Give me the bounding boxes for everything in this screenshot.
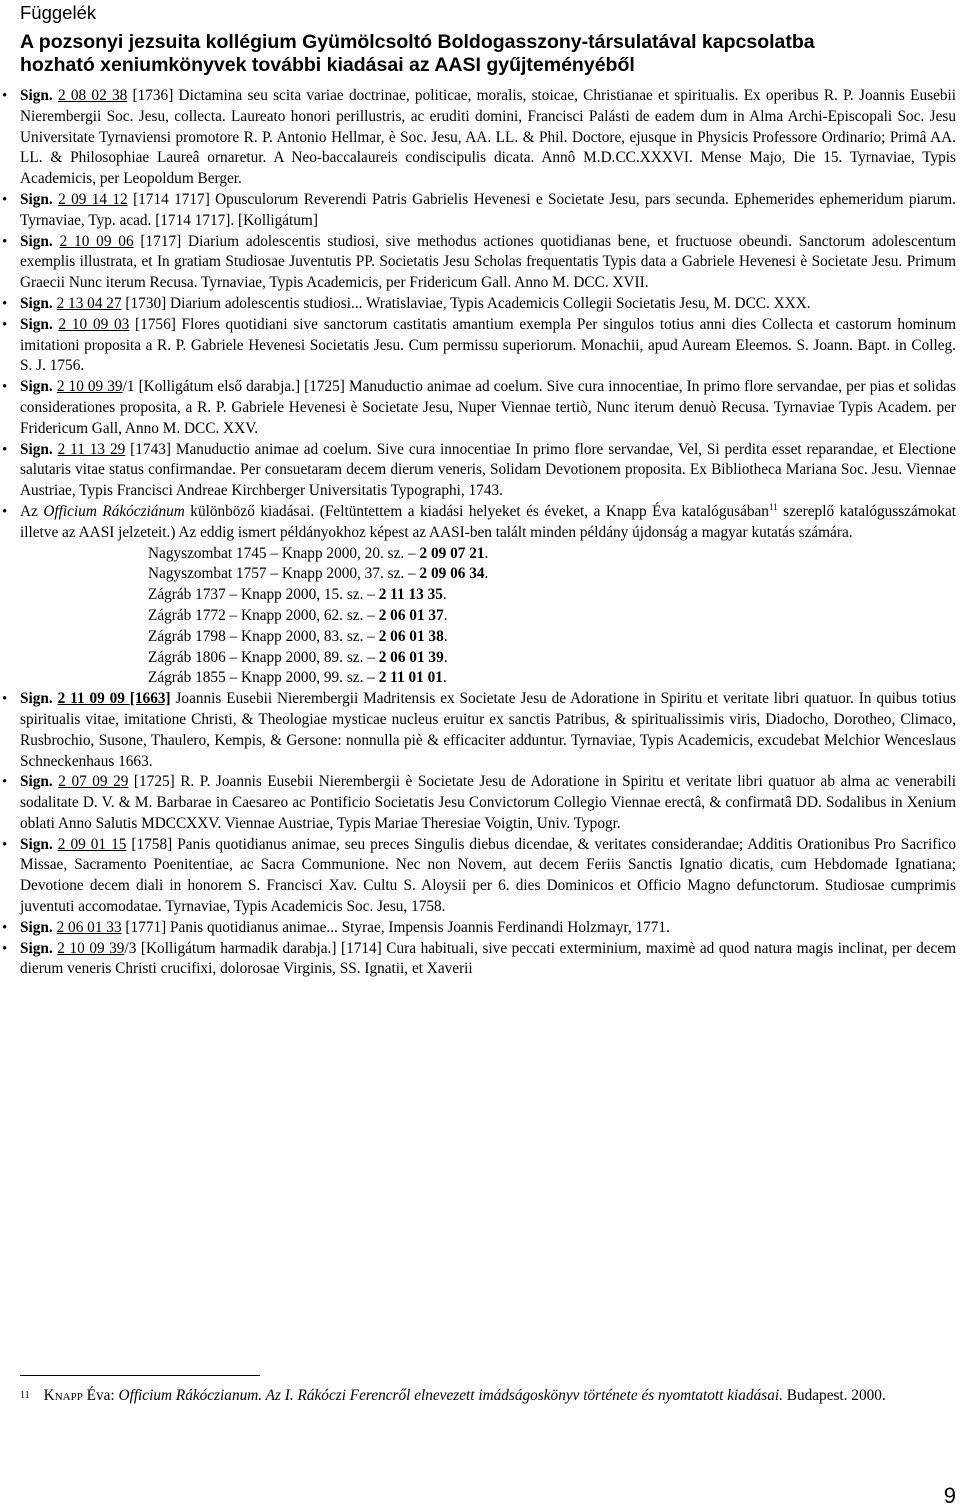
entry-text: [Kolligátum harmadik darabja.] [1714] Cura habituali, sive peccati exterminium, maximè ad quod natura magis inclinat, per decem dierum veneris Christi crucifixi, dolorosae Virginis, SS. Ignatii, et Xaverii bbox=[20, 939, 957, 978]
sign-label: Sign. bbox=[20, 232, 53, 250]
sign-label: Sign. bbox=[20, 190, 53, 208]
footnote-author: Knapp bbox=[43, 1387, 83, 1404]
list-item bbox=[0, 772, 956, 834]
entry-text: [1771] Panis quotidianus animae... Styrae, Impensis Joannis Ferdinandi Holzmayr, 1771. bbox=[125, 918, 670, 936]
list-item bbox=[0, 939, 956, 981]
footnote bbox=[20, 1385, 956, 1407]
list-item bbox=[0, 918, 956, 939]
page-number: 9 bbox=[943, 1483, 956, 1508]
sign-label: Sign. bbox=[20, 440, 53, 458]
entry-text: [Kolligátum első darabja.] [1725] Manuductio animae ad coelum. Sive cura innocentiae, In primo flore servandae, per pias et solidas considerationes proposita, a R. P. Gabriele Hevenesi è Societate Jesu, Nuper Viennae tertiò, Nunc iterum denuò Recusa. Tyrnaviae Typis Academ. per Fridericum Gall, Anno M. DCC. XXV. bbox=[20, 378, 957, 437]
edition-row bbox=[148, 627, 956, 648]
edition-shelfmark: 2 11 01 01 bbox=[378, 669, 443, 687]
shelfmark: 2 10 09 03 bbox=[58, 315, 130, 333]
officium-text-continued: szereplő katalógusszámokat illetve az AASI jelzeteit.) Az eddig ismert példányokhoz képest az AASI-ben talált minden példány újdonság a magyar kutatás számára. bbox=[20, 502, 956, 541]
shelfmark: 2 08 02 38 bbox=[58, 87, 128, 104]
list-item-officium bbox=[0, 502, 956, 689]
shelfmark: 2 10 09 39 bbox=[57, 939, 125, 957]
edition-row bbox=[148, 606, 956, 627]
shelfmark-suffix: /1 bbox=[122, 378, 135, 396]
entry-text: [1756] Flores quotidiani sive sanctorum castitatis amantium exempla Per singulos totius anni dies Collecta et castorum hominum imitationi proposita a R. P. Gabriele Hevenesi Societatis Jesu. Cum permissu superiorum. Monachii, apud Auream Eleemos. S. Joann. Bapt. in Colleg. S. J. 1756. bbox=[20, 315, 956, 375]
footnote-ref: 11 bbox=[768, 501, 778, 512]
edition-row bbox=[148, 564, 956, 585]
edition-shelfmark: 2 11 13 35 bbox=[378, 586, 443, 604]
shelfmark: 2 11 13 29 bbox=[57, 440, 126, 458]
edition-end: . bbox=[443, 648, 448, 666]
edition-text: Nagyszombat 1757 – Knapp 2000, 37. sz. – bbox=[148, 565, 416, 583]
edition-row bbox=[148, 544, 956, 565]
edition-text: Nagyszombat 1745 – Knapp 2000, 20. sz. – bbox=[148, 544, 416, 562]
sign-label: Sign. bbox=[20, 378, 53, 396]
edition-shelfmark: 2 06 01 39 bbox=[378, 648, 444, 666]
edition-row bbox=[148, 648, 956, 669]
edition-text: Zágráb 1798 – Knapp 2000, 83. sz. – bbox=[148, 627, 375, 645]
entry-text: [1717] Diarium adolescentis studiosi, sive methodus actiones quotidianas bene, et fructuose obeundi. Sanctorum adolescentum exemplis illustrata, et In gratiam Studiosae Juventutis PP. Societatis Jesu Scholas frequentatis Typis data a Gabriele Hevenesi è Societate Jesu. Primum Graecii Nunc iterum Recusa. Tyrnaviae, Typis Academicis, per Fridericum Gall. Anno M. DCC. XVII. bbox=[20, 232, 956, 292]
edition-shelfmark: 2 06 01 38 bbox=[378, 627, 444, 645]
edition-row bbox=[148, 585, 956, 606]
entry-text: [1730] Diarium adolescentis studiosi... Wratislaviae, Typis Academicis Collegii Societatis Jesu, M. DCC. XXX. bbox=[125, 294, 811, 312]
footnote-number: 11 bbox=[20, 1390, 30, 1401]
shelfmark-suffix: /3 bbox=[124, 939, 137, 957]
sign-label: Sign. bbox=[20, 773, 53, 791]
edition-end: . bbox=[484, 565, 489, 583]
footnote-publication: Budapest. 2000. bbox=[786, 1387, 886, 1404]
footnote-divider bbox=[20, 1375, 260, 1376]
list-item bbox=[0, 835, 956, 918]
shelfmark: 2 13 04 27 bbox=[56, 294, 122, 312]
list-item bbox=[0, 315, 956, 377]
list-item bbox=[0, 232, 956, 294]
appendix-label: Függelék bbox=[20, 2, 97, 23]
edition-shelfmark: 2 09 07 21 bbox=[419, 544, 485, 562]
officium-prefix: Az bbox=[20, 502, 38, 520]
entry-text: [1743] Manuductio animae ad coelum. Sive cura innocentiae In primo flore servandae, Vel, Si perdita esset reparandae, et Electione salutaris vitae status confirmandae. Per consuetaram decem dierum veneris, Solidam Devotionem proposita. Ex Bibliotheca Mariana Soc. Jesu. Viennae Austriae, Typis Francisci Andreae Kirchberger Universitatis Typographi, 1743. bbox=[20, 440, 957, 500]
edition-end: . bbox=[443, 627, 448, 645]
edition-end: . bbox=[442, 669, 447, 687]
shelfmark: 2 10 09 39 bbox=[56, 378, 123, 396]
edition-text: Zágráb 1737 – Knapp 2000, 15. sz. – bbox=[148, 586, 375, 604]
list-item bbox=[0, 689, 956, 772]
edition-row bbox=[148, 668, 956, 689]
edition-end: . bbox=[484, 544, 489, 562]
edition-shelfmark: 2 09 06 34 bbox=[419, 565, 485, 583]
officium-title: Officium Rákócziánum bbox=[43, 502, 185, 520]
entry-text: [1736] Dictamina seu scita variae doctrinae, politicae, moralis, stoicae, Christianae et spiritualis. Ex operibus R. P. Joannis Eusebii Nierembergii Soc. Jesu, collecta. Laureato honori perillustris, ac eruditi domini, Francisci Palásti de eadem dum in Alma Archi-Episcopali Soc. Jesu Universitate Tyrnaviensi promotore R. P. Antonio Hellmar, è Soc. Jesu, AA. LL. & Phil. Doctore, ejusque in Physicis Professore Ordinario; Primâ AA. LL. & Philosophiae Laureâ ornaretur. A Neo-baccalaureis condiscipulis dicata. Annô M.D.CC.XXXVI. Mense Majo, Die 15. Tyrnaviae, Typis Academicis, per Leopoldum Berger. bbox=[20, 87, 957, 188]
list-item bbox=[0, 294, 956, 315]
sign-label: Sign. bbox=[20, 294, 53, 312]
edition-text: Zágráb 1806 – Knapp 2000, 89. sz. – bbox=[148, 648, 375, 666]
shelfmark: 2 11 09 09 [1663] bbox=[57, 690, 171, 708]
edition-list bbox=[0, 86, 960, 980]
footnote-author-first: Éva: bbox=[86, 1387, 115, 1404]
entry-text: Joannis Eusebii Nierembergii Madritensis ex Societate Jesu de Adoratione in Spiritu et veritate libri quatuor. In quibus totius spiritualis vitae, imitatione Christi, & Theologiae mysticae nucleus eruitur ex sanctis Patribus, & spiritualissimis viris, Diadocho, Dorotheo, Climaco, Rusbrochio, Susone, Thaulero, Kempis, & Gersone: nonnulla piè & efficaciter adduntur. Tyrnaviae, Typis Academicis, excudebat Melchior Wenceslaus Schneckenhaus 1663. bbox=[20, 690, 956, 770]
edition-text: Zágráb 1855 – Knapp 2000, 99. sz. – bbox=[148, 669, 375, 687]
sign-label: Sign. bbox=[20, 690, 53, 708]
shelfmark: 2 09 01 15 bbox=[57, 835, 127, 853]
officium-editions bbox=[20, 544, 956, 690]
list-item bbox=[0, 377, 956, 439]
sign-label: Sign. bbox=[20, 835, 53, 853]
edition-text: Zágráb 1772 – Knapp 2000, 62. sz. – bbox=[148, 606, 375, 624]
list-item bbox=[0, 440, 956, 502]
shelfmark: 2 06 01 33 bbox=[56, 918, 122, 936]
sign-label: Sign. bbox=[20, 87, 53, 104]
sign-label: Sign. bbox=[20, 315, 53, 333]
officium-text: különböző kiadásai. (Feltüntettem a kiadási helyeket és éveket, a Knapp Éva katalógusában bbox=[190, 502, 769, 520]
appendix-title-line-1: A pozsonyi jezsuita kollégium Gyümölcsoltó Boldogasszony-társulatával kapcsolatba bbox=[20, 31, 815, 53]
shelfmark: 2 10 09 06 bbox=[59, 232, 134, 250]
sign-label: Sign. bbox=[20, 918, 53, 936]
appendix-title-line-2: hozható xeniumkönyvek további kiadásai az AASI gyűjteményéből bbox=[20, 54, 635, 76]
shelfmark: 2 09 14 12 bbox=[58, 190, 128, 208]
edition-shelfmark: 2 06 01 37 bbox=[378, 606, 444, 624]
edition-end: . bbox=[442, 586, 447, 604]
entry-text: [1725] R. P. Joannis Eusebii Nierembergii è Societate Jesu de Adoratione in Spiritu et veritate libri quatuor ab alma ac venerabili sodalitate D. V. & M. Barbarae in Caesareo ac Pontificio Societatis Jesu Convictorum Collegio Viennae erectâ, & confirmatâ DD. Sodalibus in Xenium oblati Anno Salutis MDCCXXV. Viennae Austriae, Typis Mariae Theresiae Voigtin, Univ. Typogr. bbox=[20, 773, 957, 832]
list-item bbox=[0, 86, 956, 190]
edition-end: . bbox=[443, 606, 448, 624]
list-item bbox=[0, 190, 956, 232]
entry-text: [1758] Panis quotidianus animae, seu preces Singulis diebus dicendae, & veritates considerandae; Additis Orationibus Pro Sacrifico Missae, Sacramento Poenitentiae, ac Sacra Communione. Nec non Novem, aut decem Feriis Sanctis Ignatio dicatis, cum Hebdomade Ignatiana; Devotione decem diali in honorem S. Francisci Xav. Cultu S. Aloysii per 6. dies Dominicos et Officio Magno defunctorum. Studiosae cumprimis juventuti accomodatae. Tyrnaviae, Typis Academicis Soc. Jesu, 1758. bbox=[20, 835, 957, 916]
shelfmark: 2 07 09 29 bbox=[58, 773, 129, 791]
footnote-title: Officium Rákóczianum. Az I. Rákóczi Ferencről elnevezett imádságoskönyv története és nyomtatott kiadásai. bbox=[118, 1387, 783, 1404]
entry-text: [1714 1717] Opusculorum Reverendi Patris Gabrielis Hevenesi e Societate Jesu, pars secunda. Ephemerides ephemeridum piarum. Tyrnaviae, Typ. acad. [1714 1717]. [Kolligátum] bbox=[20, 190, 957, 229]
sign-label: Sign. bbox=[20, 939, 53, 957]
